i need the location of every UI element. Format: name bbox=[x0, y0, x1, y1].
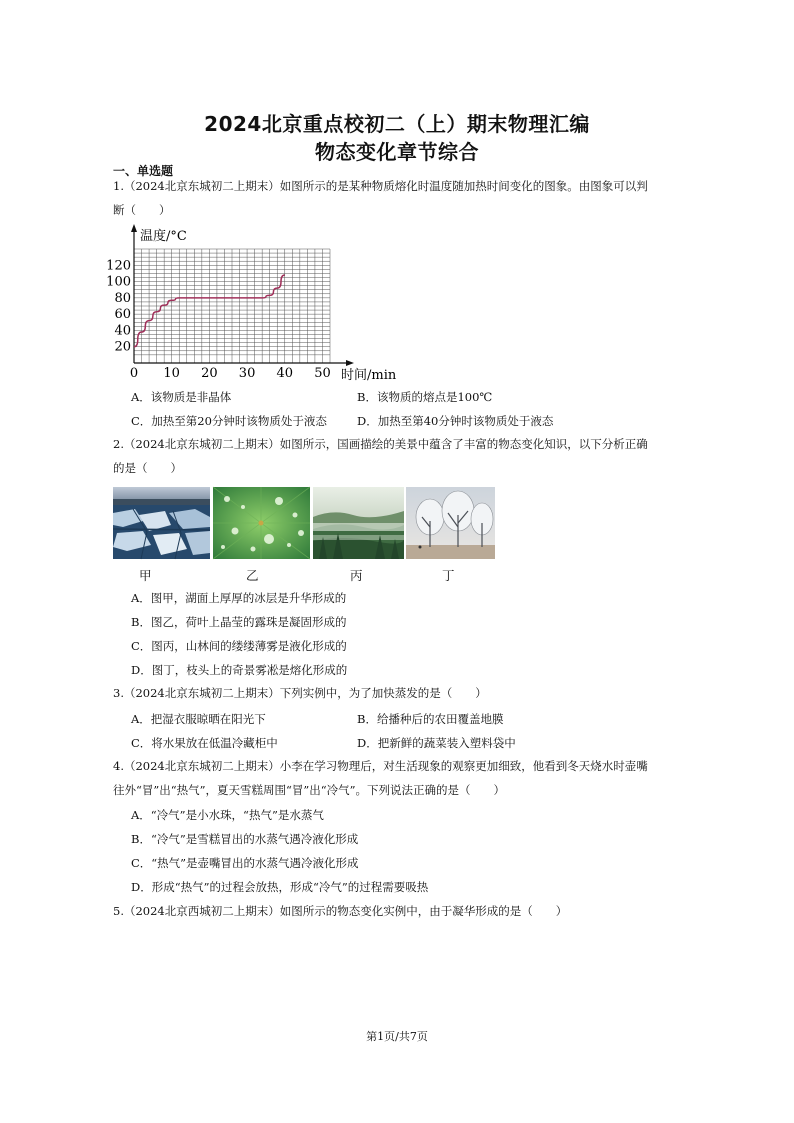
chart-y-axis-label: 温度/°C bbox=[140, 229, 187, 244]
question-3-stem: 3.（2024北京东城初二上期末）下列实例中，为了加快蒸发的是（ ） bbox=[113, 686, 487, 700]
y-tick-label: 20 bbox=[114, 339, 131, 355]
question-5-stem: 5.（2024北京西城初二上期末）如图所示的物态变化实例中，由于凝华形成的是（ ） bbox=[113, 904, 568, 918]
caption-jia: 甲 bbox=[139, 568, 152, 583]
page-number: 第1页/共7页 bbox=[366, 1030, 428, 1043]
photo-jia-lake-ice bbox=[113, 487, 210, 559]
question-1-stem-line2: 断（ ） bbox=[113, 203, 171, 217]
q1-option-b: B．该物质的熔点是100℃ bbox=[357, 390, 493, 404]
q2-option-c: C．图丙，山林间的缕缕薄雾是液化形成的 bbox=[131, 639, 347, 653]
q3-option-b: B．给播种后的农田覆盖地膜 bbox=[357, 712, 504, 726]
document-title: 2024北京重点校初二（上）期末物理汇编 bbox=[204, 112, 590, 136]
y-tick-label: 100 bbox=[106, 274, 131, 290]
x-tick-label: 10 bbox=[163, 366, 180, 381]
q4-option-a: A．“冷气”是小水珠，“热气”是水蒸气 bbox=[131, 808, 324, 822]
q1-option-c: C．加热至第20分钟时该物质处于液态 bbox=[131, 414, 327, 428]
q3-option-c: C．将水果放在低温冷藏柜中 bbox=[131, 736, 278, 750]
chart-axes bbox=[131, 224, 354, 366]
caption-yi: 乙 bbox=[246, 568, 259, 583]
chart-x-axis-label: 时间/min bbox=[341, 368, 397, 383]
y-tick-label: 60 bbox=[114, 307, 131, 323]
q4-option-b: B．“冷气”是雪糕冒出的水蒸气遇冷液化形成 bbox=[131, 832, 359, 846]
x-tick-label: 20 bbox=[201, 366, 218, 381]
x-tick-label: 40 bbox=[276, 366, 294, 381]
y-tick-label: 40 bbox=[114, 323, 131, 339]
q4-option-d: D．形成“热气”的过程会放热，形成“冷气”的过程需要吸热 bbox=[131, 880, 429, 894]
section-heading: 一、单选题 bbox=[113, 164, 174, 178]
caption-ding: 丁 bbox=[442, 568, 455, 583]
photo-bing-forest-mist bbox=[313, 487, 404, 559]
x-tick-label: 0 bbox=[129, 366, 139, 381]
melting-chart bbox=[106, 222, 397, 386]
x-tick-label: 30 bbox=[238, 366, 256, 381]
q2-option-a: A．图甲，湖面上厚厚的冰层是升华形成的 bbox=[131, 591, 347, 605]
x-axis-arrow bbox=[346, 360, 354, 366]
q1-option-a: A．该物质是非晶体 bbox=[131, 390, 232, 404]
caption-bing: 丙 bbox=[350, 568, 363, 583]
q2-option-d: D．图丁，枝头上的奇景雾凇是熔化形成的 bbox=[131, 663, 348, 677]
q1-option-d: D．加热至第40分钟时该物质处于液态 bbox=[357, 414, 554, 428]
q4-option-c: C．“热气”是壶嘴冒出的水蒸气遇冷液化形成 bbox=[131, 856, 359, 870]
question-4-stem-line2: 往外“冒”出“热气”，夏天雪糕周围“冒”出“冷气”。下列说法正确的是（ ） bbox=[113, 783, 506, 797]
photo-yi-lotus-dew bbox=[213, 487, 310, 559]
x-tick-label: 50 bbox=[314, 366, 331, 381]
photo-ding-rime-trees bbox=[406, 487, 495, 559]
y-axis-arrow bbox=[131, 224, 137, 232]
question-4-stem-line1: 4.（2024北京东城初二上期末）小李在学习物理后，对生活现象的观察更加细致，他看到冬天烧水时壶嘴 bbox=[113, 759, 648, 773]
y-tick-label: 80 bbox=[114, 290, 131, 306]
question-2-stem-line2: 的是（ ） bbox=[113, 461, 182, 475]
question-1-stem-line1: 1.（2024北京东城初二上期末）如图所示的是某种物质熔化时温度随加热时间变化的图象。由图象可以判 bbox=[113, 179, 648, 193]
y-tick-label: 120 bbox=[106, 258, 131, 274]
q3-option-d: D．把新鲜的蔬菜装入塑料袋中 bbox=[357, 736, 516, 750]
document-subtitle: 物态变化章节综合 bbox=[315, 140, 479, 164]
q2-option-b: B．图乙，荷叶上晶莹的露珠是凝固形成的 bbox=[131, 615, 347, 629]
q3-option-a: A．把湿衣服晾晒在阳光下 bbox=[131, 712, 266, 726]
chart-grid bbox=[134, 249, 330, 363]
question-2-stem-line1: 2.（2024北京东城初二上期末）如图所示，国画描绘的美景中蕴含了丰富的物态变化知识，以下分析正确 bbox=[113, 437, 648, 451]
